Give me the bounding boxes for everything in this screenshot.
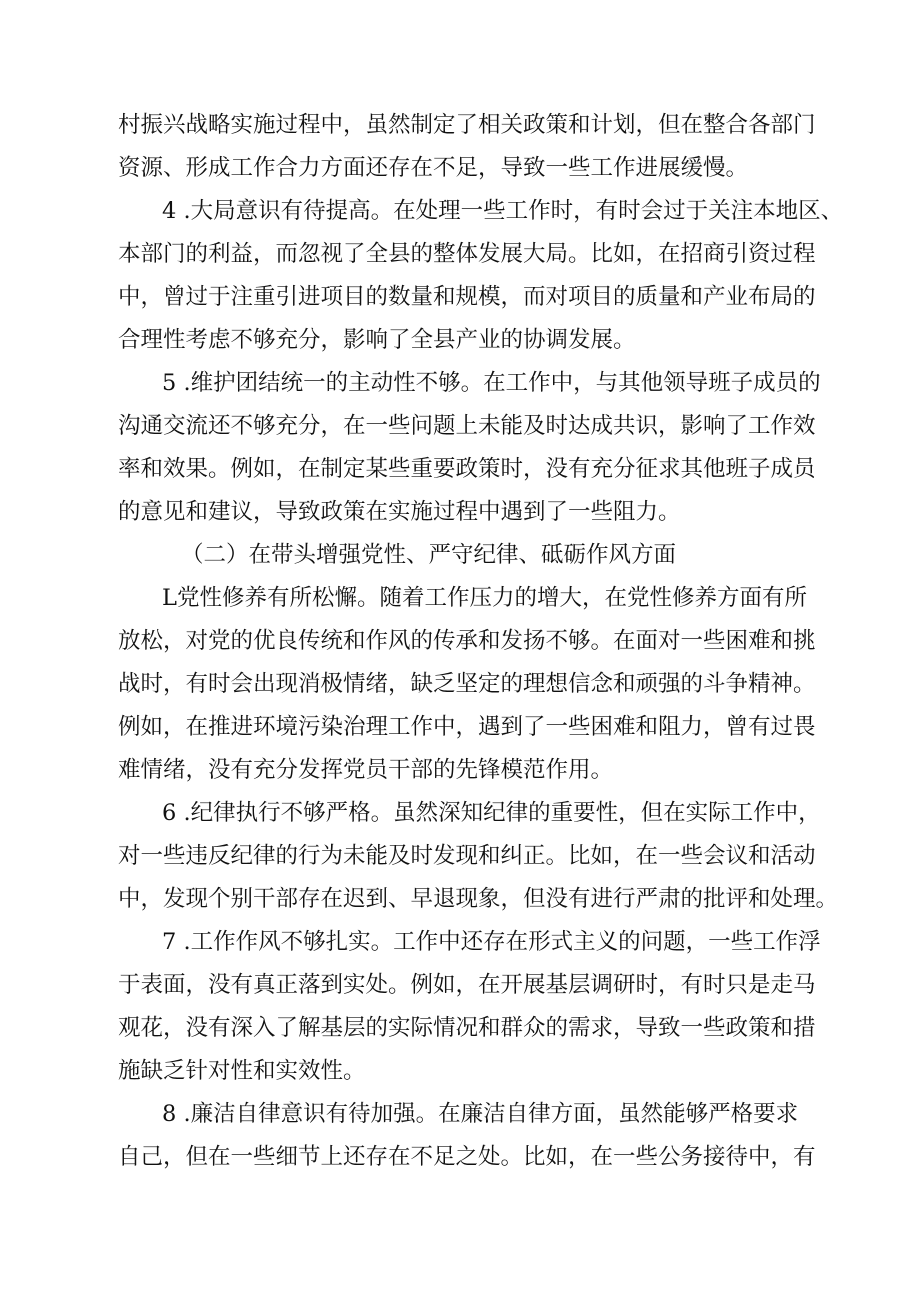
text-line: 率和效果。例如，在制定某些重要政策时，没有充分征求其他班子成员 [118, 456, 816, 482]
text-line: 7 .工作作风不够扎实。工作中还存在形式主义的问题，一些工作浮 [162, 929, 821, 955]
text-line: 的意见和建议，导致政策在实施过程中遇到了一些阻力。 [118, 499, 681, 525]
text-line: 8 .廉洁自律意识有待加强。在廉洁自律方面，虽然能够严格要求 [162, 1101, 799, 1127]
text-line: 本部门的利益，而忽视了全县的整体发展大局。比如，在招商引资过程 [118, 241, 816, 267]
text-line: 中，曾过于注重引进项目的数量和规模，而对项目的质量和产业布局的 [118, 284, 816, 310]
text-line: 放松，对党的优良传统和作风的传承和发扬不够。在面对一些困难和挑 [118, 628, 816, 654]
text-line: 战时，有时会出现消极情绪，缺乏坚定的理想信念和顽强的斗争精神。 [118, 671, 816, 697]
text-line: 村振兴战略实施过程中，虽然制定了相关政策和计划，但在整合各部门 [118, 112, 816, 138]
text-line: 对一些违反纪律的行为未能及时发现和纠正。比如，在一些会议和活动 [118, 843, 816, 869]
text-line: 4 .大局意识有待提高。在处理一些工作时，有时会过于关注本地区、 [162, 198, 844, 224]
text-line: 例如，在推进环境污染治理工作中，遇到了一些困难和阻力，曾有过畏 [118, 714, 816, 740]
text-line: 中，发现个别干部存在迟到、早退现象，但没有进行严肃的批评和处理。 [118, 886, 839, 912]
text-line: 沟通交流还不够充分，在一些问题上未能及时达成共识，影响了工作效 [118, 413, 816, 439]
text-line: 合理性考虑不够充分，影响了全县产业的协调发展。 [118, 327, 636, 353]
text-line: 5 .维护团结统一的主动性不够。在工作中，与其他领导班子成员的 [162, 370, 821, 396]
text-line: 于表面，没有真正落到实处。例如，在开展基层调研时，有时只是走马 [118, 972, 816, 998]
text-line: 施缺乏针对性和实效性。 [118, 1058, 366, 1084]
text-line: L党性修养有所松懈。随着工作压力的增大，在党性修养方面有所 [162, 585, 807, 611]
section-heading: （二）在带头增强党性、严守纪律、砥砺作风方面 [181, 542, 677, 568]
text-line: 6 .纪律执行不够严格。虽然深知纪律的重要性，但在实际工作中， [162, 800, 821, 826]
text-line: 难情绪，没有充分发挥党员干部的先锋模范作用。 [118, 757, 614, 783]
text-line: 资源、形成工作合力方面还存在不足，导致一些工作进展缓慢。 [118, 155, 749, 181]
text-line: 观花，没有深入了解基层的实际情况和群众的需求，导致一些政策和措 [118, 1015, 816, 1041]
text-line: 自己，但在一些细节上还存在不足之处。比如，在一些公务接待中，有 [118, 1144, 816, 1170]
